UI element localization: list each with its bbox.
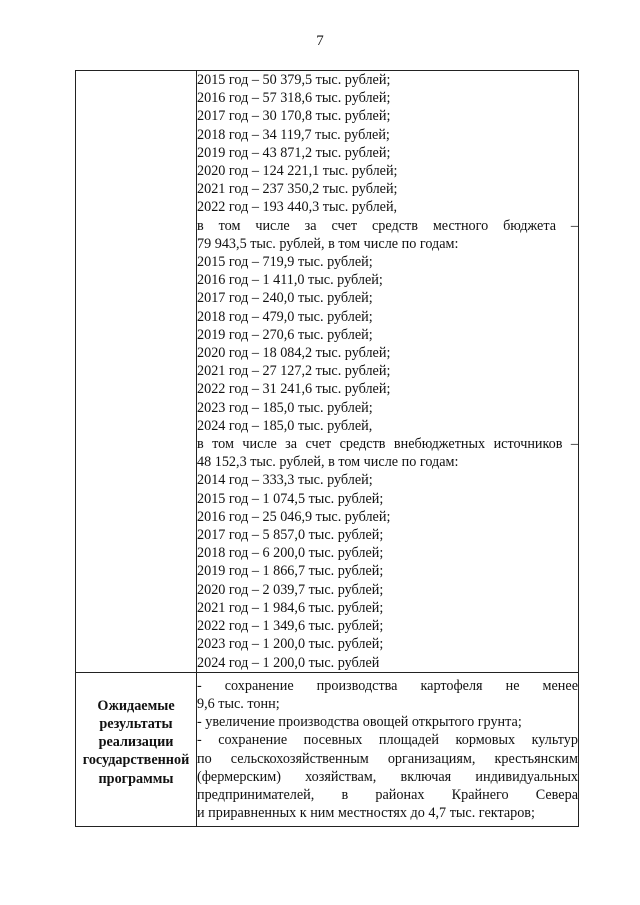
result-item-fodder-l1: - сохранение посевных площадей кормовых культур [197, 732, 578, 749]
funding-row [76, 71, 579, 673]
local-budget-line: 2018 год – 479,0 тыс. рублей; [197, 308, 373, 325]
funding-line: 2019 год – 43 871,2 тыс. рублей; [197, 144, 391, 161]
local-budget-line: 2020 год – 18 084,2 тыс. рублей; [197, 345, 391, 362]
local-budget-intro: в том числе за счет средств местного бюджета – [197, 217, 578, 234]
extrabudget-total: 48 152,3 тыс. рублей, в том числе по годам: [197, 454, 459, 471]
extrabudget-line: 2023 год – 1 200,0 тыс. рублей; [197, 636, 384, 653]
local-budget-line: 2023 год – 185,0 тыс. рублей; [197, 399, 373, 416]
extrabudget-line: 2024 год – 1 200,0 тыс. рублей [197, 654, 380, 671]
local-budget-line: 2017 год – 240,0 тыс. рублей; [197, 290, 373, 307]
extrabudget-intro: в том числе за счет средств внебюджетных источников – [197, 436, 578, 453]
extrabudget-line: 2020 год – 2 039,7 тыс. рублей; [197, 581, 384, 598]
funding-label-cell [76, 71, 197, 673]
result-item-fodder-l4: предпринимателей, в районах Крайнего Севера [197, 786, 578, 803]
funding-line: 2017 год – 30 170,8 тыс. рублей; [197, 108, 391, 125]
funding-line: 2018 год – 34 119,7 тыс. рублей; [197, 126, 390, 143]
extrabudget-line: 2018 год – 6 200,0 тыс. рублей; [197, 545, 384, 562]
results-label-cell [76, 672, 197, 827]
extrabudget-line: 2015 год – 1 074,5 тыс. рублей; [197, 490, 384, 507]
extrabudget-line: 2022 год – 1 349,6 тыс. рублей; [197, 618, 384, 635]
results-row [76, 672, 579, 827]
results-cell [197, 672, 579, 827]
funding-line: 2021 год – 237 350,2 тыс. рублей; [197, 181, 398, 198]
extrabudget-line: 2021 год – 1 984,6 тыс. рублей; [197, 599, 384, 616]
extrabudget-line: 2014 год – 333,3 тыс. рублей; [197, 472, 373, 489]
result-item-fodder-l2: по сельскохозяйственным организациям, крестьянским [197, 750, 578, 767]
funding-line: 2022 год – 193 440,3 тыс. рублей, [197, 199, 398, 216]
local-budget-line: 2022 год – 31 241,6 тыс. рублей; [197, 381, 391, 398]
local-budget-line: 2021 год – 27 127,2 тыс. рублей; [197, 363, 391, 380]
local-budget-total: 79 943,5 тыс. рублей, в том числе по годам: [197, 235, 459, 252]
funding-line: 2020 год – 124 221,1 тыс. рублей; [197, 163, 398, 180]
extrabudget-line: 2016 год – 25 046,9 тыс. рублей; [197, 508, 391, 525]
result-item-fodder-l3: (фермерским) хозяйствам, включая индивидуальных [197, 768, 578, 785]
local-budget-line: 2024 год – 185,0 тыс. рублей, [197, 417, 373, 434]
program-passport-table [75, 70, 579, 827]
extrabudget-line: 2019 год – 1 866,7 тыс. рублей; [197, 563, 384, 580]
result-item-fodder-l5: и приравненных к ним местностях до 4,7 тыс. гектаров; [197, 805, 535, 822]
result-item-potato: - сохранение производства картофеля не менее [197, 677, 578, 694]
local-budget-line: 2015 год – 719,9 тыс. рублей; [197, 254, 373, 271]
results-title: Ожидаемые результаты реализации государственной программы [82, 697, 190, 787]
local-budget-line: 2016 год – 1 411,0 тыс. рублей; [197, 272, 383, 289]
funding-line: 2015 год – 50 379,5 тыс. рублей; [197, 72, 391, 88]
extrabudget-line: 2017 год – 5 857,0 тыс. рублей; [197, 527, 384, 544]
funding-cell [197, 71, 579, 673]
result-item-potato-cont: 9,6 тыс. тонн; [197, 695, 280, 712]
funding-line: 2016 год – 57 318,6 тыс. рублей; [197, 90, 391, 107]
result-item-vegetables: - увеличение производства овощей открытого грунта; [197, 714, 522, 731]
page-number: 7 [316, 33, 324, 49]
local-budget-line: 2019 год – 270,6 тыс. рублей; [197, 326, 373, 343]
